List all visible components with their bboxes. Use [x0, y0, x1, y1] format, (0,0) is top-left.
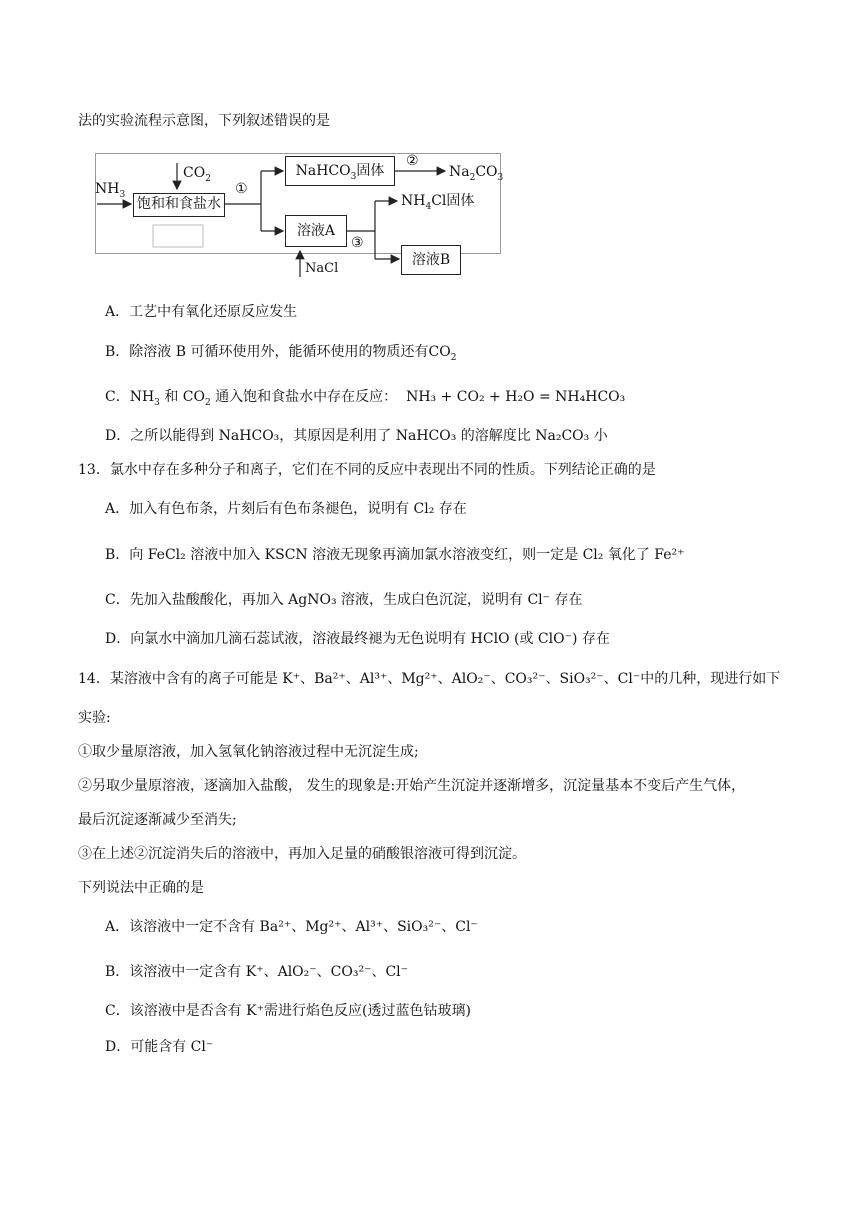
- nh4cl-solid-label: $NH_4Cl$固体: [401, 193, 475, 212]
- q14-experiment-2b: 最后沉淀逐渐减少至消失;: [78, 812, 237, 828]
- q14-option-b: B．该溶液中一定含有 K⁺、AlO₂⁻、CO₃²⁻、Cl⁻: [105, 964, 409, 980]
- nacl-input-label: NaCl: [305, 261, 339, 276]
- q14-question: 下列说法中正确的是: [78, 880, 204, 896]
- q12-option-d: D．之所以能得到 NaHCO₃，其原因是利用了 NaHCO₃ 的溶解度比 Na₂CO₃ 小: [105, 428, 608, 444]
- q13-option-a: A．加入有色布条，片刻后有色布条褪色，说明有 Cl₂ 存在: [105, 501, 467, 517]
- q13-option-d: D．向氯水中滴加几滴石蕊试液，溶液最终褪为无色说明有 HClO (或 ClO⁻) 存在: [105, 631, 610, 647]
- na2co3-product-label: $Na_2CO_3$: [449, 164, 504, 183]
- process-flow-diagram: [95, 153, 504, 279]
- q12-option-c: C．$NH_3$ 和 $CO_2$ 通入饱和食盐水中存在反应： NH₃ + CO₂ + H₂O = NH₄HCO₃: [105, 389, 626, 408]
- q14-option-a: A．该溶液中一定不含有 Ba²⁺、Mg²⁺、Al³⁺、SiO₃²⁻、Cl⁻: [105, 919, 478, 935]
- q14-experiment-1: ①取少量原溶液，加入氢氧化钠溶液过程中无沉淀生成;: [78, 744, 419, 760]
- solution-a-box: 溶液A: [285, 215, 347, 247]
- q13-option-c: C．先加入盐酸酸化，再加入 AgNO₃ 溶液，生成白色沉淀，说明有 Cl⁻ 存在: [105, 592, 583, 608]
- q13-option-b: B．向 FeCl₂ 溶液中加入 KSCN 溶液无现象再滴加氯水溶液变红，则一定是 Cl₂ 氧化了 Fe²⁺: [105, 547, 685, 563]
- q14-experiment-2a: ②另取少量原溶液，逐滴加入盐酸， 发生的现象是:开始产生沉淀并逐渐增多，沉淀量基本不变后产生气体，: [78, 778, 746, 794]
- question-12-stem-continuation: 法的实验流程示意图，下列叙述错误的是: [78, 113, 330, 129]
- q12-option-b: B．除溶液 B 可循环使用外，能循环使用的物质还有$CO_2$: [105, 344, 457, 363]
- step-3-label: ③: [351, 235, 364, 251]
- nahco3-solid-box: NaHCO$_3$固体: [285, 156, 395, 186]
- q13-stem: 13．氯水中存在多种分子和离子，它们在不同的反应中表现出不同的性质。下列结论正确的是: [78, 462, 656, 478]
- q14-option-d: D．可能含有 Cl⁻: [105, 1039, 214, 1055]
- nh3-input-label: $NH_3$: [95, 181, 126, 200]
- step-2-label: ②: [406, 153, 419, 169]
- q14-experiment-3: ③在上述②沉淀消失后的溶液中，再加入足量的硝酸银溶液可得到沉淀。: [78, 846, 526, 862]
- solution-b-box: 溶液B: [401, 245, 461, 275]
- step-1-label: ①: [235, 181, 248, 197]
- q12-option-a: A．工艺中有氧化还原反应发生: [105, 304, 298, 320]
- co2-input-label: $CO_2$: [183, 165, 211, 184]
- q14-stem-line-1: 14．某溶液中含有的离子可能是 K⁺、Ba²⁺、Al³⁺、Mg²⁺、AlO₂⁻、CO₃²⁻、SiO₃²⁻、Cl⁻中的几种，现进行如下: [78, 671, 781, 687]
- saturated-brine-box: 饱和和食盐水: [133, 193, 225, 217]
- q12-equation: NH₃ + CO₂ + H₂O = NH₄HCO₃: [406, 389, 626, 405]
- q14-stem-line-2: 实验:: [78, 710, 111, 726]
- q14-option-c: C．该溶液中是否含有 K⁺需进行焰色反应(透过蓝色钴玻璃): [105, 1003, 471, 1019]
